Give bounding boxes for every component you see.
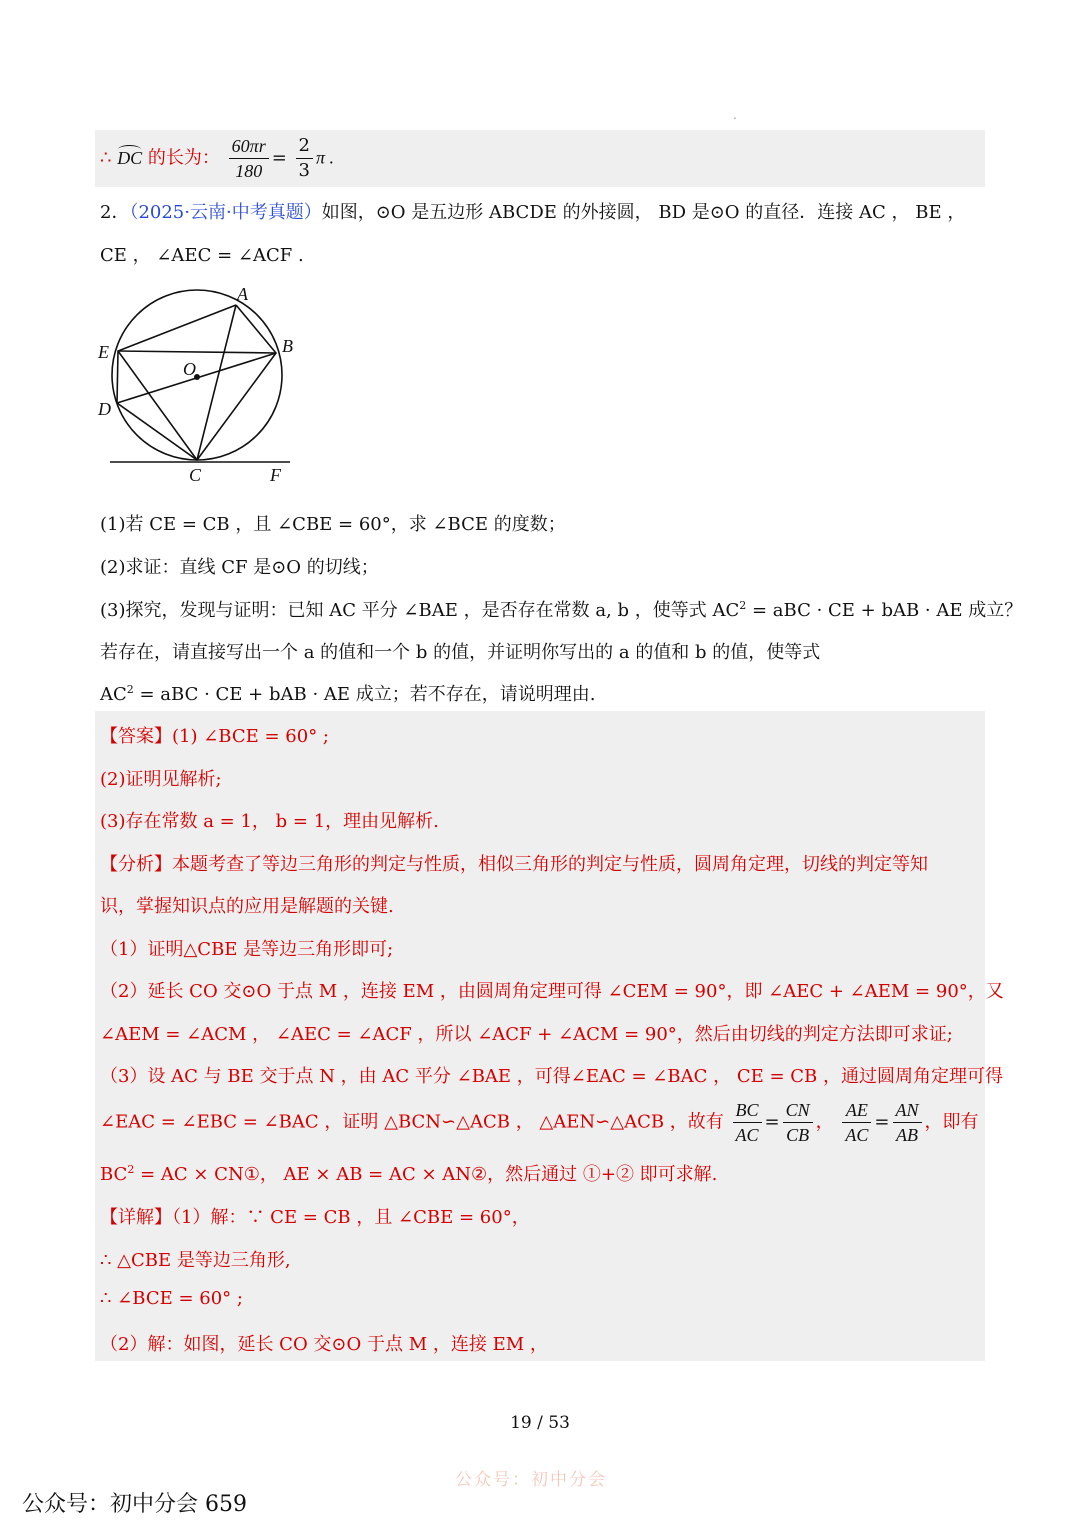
fraction-numerator: 2 — [296, 134, 313, 159]
question-3-line-3 — [100, 680, 595, 706]
analysis-step-2a: （2）延长 CO 交⊙O 于点 M ，连接 EM ，由圆周角定理可得 ∠CEM = 90°，即 ∠AEC + ∠AEM = 90°，又 — [100, 981, 1004, 1002]
label-b: B — [282, 336, 293, 356]
analysis-step-3b — [100, 1098, 979, 1147]
equals-sign: = — [874, 1111, 890, 1133]
fraction-denominator: 3 — [298, 160, 310, 181]
arc-length-line — [100, 134, 334, 183]
fraction-60pir-180 — [229, 134, 269, 183]
analysis-text: BC — [100, 1164, 128, 1185]
analysis-step-3c — [100, 1160, 717, 1186]
label-c: C — [189, 465, 202, 485]
separator: ， — [815, 1111, 834, 1133]
arc-length-text: 的长为： — [142, 147, 220, 169]
fraction-bc-ac — [733, 1098, 762, 1147]
fraction-2-3 — [296, 134, 313, 183]
fraction-numerator: 60πr — [229, 134, 269, 159]
fraction-numerator: AN — [893, 1098, 922, 1123]
problem-line-1 — [100, 198, 965, 224]
fraction-denominator: AC — [735, 1125, 759, 1145]
fraction-denominator: 180 — [235, 161, 263, 181]
detail-2: ∴ △CBE 是等边三角形, — [100, 1250, 291, 1271]
problem-number: 2． — [100, 202, 130, 223]
label-o: O — [183, 359, 196, 379]
question-text: = aBC · CE + bAB · AE 成立？ — [746, 600, 1023, 621]
question-3-line-1 — [100, 596, 1022, 622]
label-a: A — [237, 284, 248, 304]
label-f: F — [270, 465, 281, 485]
exponent: 2 — [127, 1163, 135, 1176]
label-e: E — [98, 342, 109, 362]
pi-tail: π . — [315, 147, 335, 168]
equals-sign: = — [764, 1111, 780, 1133]
fraction-an-ab — [893, 1098, 922, 1147]
fraction-denominator: AC — [845, 1125, 869, 1145]
question-text: (3)探究，发现与证明：已知 AC 平分 ∠BAE ，是否存在常数 a, b ，使等式 AC — [100, 600, 740, 621]
segment-ac — [197, 305, 236, 460]
answer-2: (2)证明见解析; — [100, 769, 222, 790]
question-text: AC — [100, 684, 127, 705]
question-2: (2)求证：直线 CF 是⊙O 的切线； — [100, 557, 379, 578]
page-number: 19 / 53 — [510, 1413, 570, 1433]
circle-pentagon-figure — [90, 278, 320, 493]
bottom-caption: 公众号：初中分会 659 — [22, 1492, 247, 1517]
fraction-ae-ac — [842, 1098, 871, 1147]
fraction-numerator: BC — [733, 1098, 762, 1123]
arc-dc: DC — [117, 147, 143, 168]
problem-text: CE ， ∠AEC = ∠ACF . — [100, 245, 304, 266]
analysis-step-1: （1）证明△CBE 是等边三角形即可; — [100, 939, 394, 960]
equals-sign: = — [271, 147, 287, 169]
problem-line-2 — [100, 241, 304, 267]
fraction-denominator: CB — [786, 1125, 810, 1145]
segment-be — [118, 351, 276, 353]
question-3-line-2: 若存在，请直接写出一个 a 的值和一个 b 的值，并证明你写出的 a 的值和 b 的值，使等式 — [100, 642, 821, 663]
exponent: 2 — [126, 683, 134, 696]
detail-4: （2）解：如图，延长 CO 交⊙O 于点 M ，连接 EM ， — [100, 1334, 548, 1355]
analysis-step-2b: ∠AEM = ∠ACM ， ∠AEC = ∠ACF ，所以 ∠ACF + ∠ACM = 90°，然后由切线的判定方法即可求证; — [100, 1024, 953, 1045]
analysis-line-1: 【分析】本题考查了等边三角形的判定与性质，相似三角形的判定与性质，圆周角定理，切线的判定等知 — [100, 854, 928, 875]
analysis-text: ，即有 — [924, 1111, 979, 1133]
label-d: D — [98, 399, 111, 419]
analysis-text: = AC × CN①， AE × AB = AC × AN②，然后通过 ①+② 即可求解. — [134, 1164, 718, 1185]
fraction-numerator: CN — [783, 1098, 813, 1123]
page-mark: . — [733, 108, 737, 122]
problem-source: （2025·云南·中考真题） — [129, 202, 322, 223]
detail-1: 【详解】（1）解：∵ CE = CB ，且 ∠CBE = 60°， — [100, 1207, 530, 1228]
detail-3: ∴ ∠BCE = 60° ; — [100, 1288, 243, 1309]
fraction-numerator: AE — [842, 1098, 871, 1123]
question-1: (1)若 CE = CB ，且 ∠CBE = 60°，求 ∠BCE 的度数； — [100, 514, 566, 535]
watermark: 公众号：初中分会 — [455, 1470, 607, 1490]
problem-text: 如图，⊙O 是五边形 ABCDE 的外接圆， BD 是⊙O 的直径．连接 AC ， BE ， — [321, 202, 966, 223]
fraction-cn-cb — [783, 1098, 813, 1147]
analysis-line-2: 识，掌握知识点的应用是解题的关键. — [100, 896, 394, 917]
question-text: = aBC · CE + bAB · AE 成立；若不存在，请说明理由. — [133, 684, 596, 705]
answer-3: (3)存在常数 a = 1， b = 1，理由见解析. — [100, 811, 439, 832]
therefore-symbol: ∴ — [100, 147, 118, 169]
analysis-step-3a: （3）设 AC 与 BE 交于点 N ，由 AC 平分 ∠BAE ，可得∠EAC = ∠BAC ， CE = CB ，通过圆周角定理可得 — [100, 1066, 1003, 1087]
analysis-text: ∠EAC = ∠EBC = ∠BAC ，证明 △BCN∽△ACB ， △AEN∽△ACB ，故有 — [100, 1111, 724, 1133]
answer-1: 【答案】(1) ∠BCE = 60° ; — [100, 726, 329, 747]
fraction-denominator: AB — [896, 1125, 918, 1145]
exponent: 2 — [739, 599, 747, 612]
